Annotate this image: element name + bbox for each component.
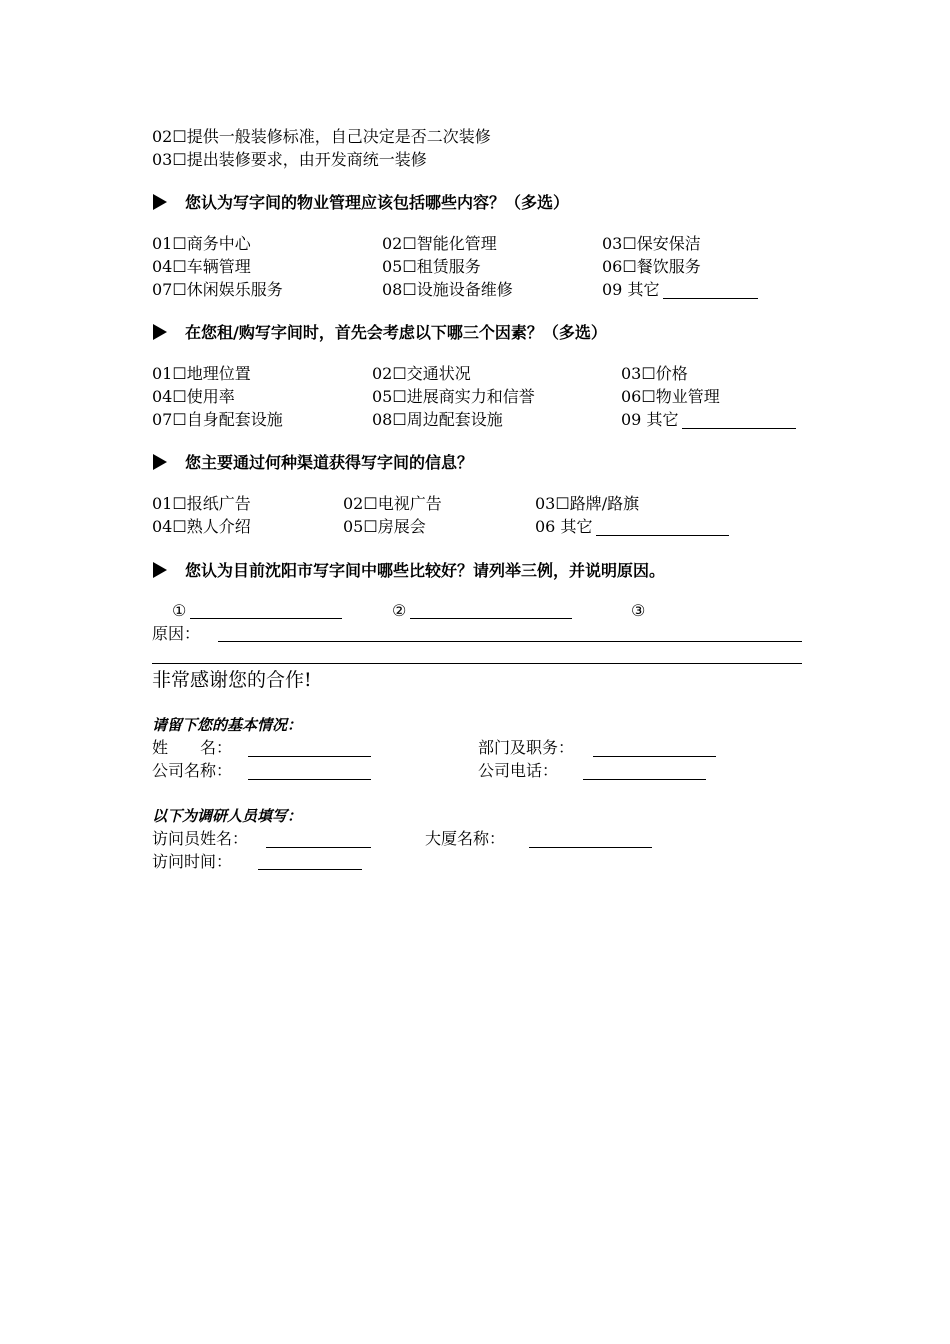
checkbox-option[interactable]: 06☐餐饮服务 — [602, 257, 701, 276]
surveyor-heading: 以下为调研人员填写： — [152, 807, 303, 825]
question-title: 您主要通过何种渠道获得写字间的信息？ — [185, 453, 474, 472]
thanks-text: 非常感谢您的合作! — [152, 669, 312, 691]
dept-label: 部门及职务： — [478, 738, 575, 757]
checkbox-option[interactable]: 01☐商务中心 — [152, 234, 251, 253]
other-fill-line[interactable] — [682, 428, 796, 429]
reason-line[interactable] — [218, 641, 802, 642]
interviewer-field[interactable] — [266, 847, 371, 848]
checkbox-option[interactable]: 05☐租赁服务 — [382, 257, 481, 276]
option-line: 02☐提供一般装修标准，自己决定是否二次装修 — [152, 127, 491, 146]
checkbox-option[interactable]: 08☐设施设备维修 — [382, 280, 513, 299]
dept-field[interactable] — [593, 756, 716, 757]
name-field[interactable] — [248, 756, 371, 757]
building-label: 大厦名称： — [425, 829, 506, 848]
time-field[interactable] — [258, 869, 362, 870]
arrow-bullet-icon — [153, 562, 167, 578]
checkbox-option[interactable]: 04☐车辆管理 — [152, 257, 251, 276]
question-title: 您认为目前沈阳市写字间中哪些比较好？请列举三例，并说明原因。 — [185, 561, 666, 580]
other-option-label: 09 其它 — [602, 280, 660, 299]
answer-line-1[interactable] — [190, 618, 342, 619]
other-fill-line[interactable] — [663, 298, 758, 299]
checkbox-option[interactable]: 08☐周边配套设施 — [372, 410, 503, 429]
phone-label: 公司电话： — [478, 761, 559, 780]
arrow-bullet-icon — [153, 194, 167, 210]
checkbox-option[interactable]: 01☐报纸广告 — [152, 494, 251, 513]
name-label: 姓 名： — [152, 738, 233, 757]
arrow-bullet-icon — [153, 324, 167, 340]
company-field[interactable] — [248, 779, 371, 780]
question-title: 在您租/购写字间时，首先会考虑以下哪三个因素？（多选） — [185, 323, 607, 342]
reason-line-2[interactable] — [152, 663, 802, 664]
basic-info-heading: 请留下您的基本情况： — [152, 716, 303, 734]
interviewer-label: 访问员姓名： — [152, 829, 249, 848]
checkbox-option[interactable]: 03☐保安保洁 — [602, 234, 701, 253]
answer-mark-1: ① — [172, 601, 187, 620]
other-option-label: 06 其它 — [535, 517, 593, 536]
checkbox-option[interactable]: 05☐进展商实力和信誉 — [372, 387, 535, 406]
answer-mark-3: ③ — [631, 601, 646, 620]
checkbox-option[interactable]: 03☐价格 — [621, 364, 688, 383]
company-label: 公司名称： — [152, 761, 233, 780]
other-option-label: 09 其它 — [621, 410, 679, 429]
checkbox-option[interactable]: 04☐熟人介绍 — [152, 517, 251, 536]
answer-mark-2: ② — [392, 601, 407, 620]
answer-line-2[interactable] — [410, 618, 572, 619]
time-label: 访问时间： — [152, 852, 233, 871]
checkbox-option[interactable]: 05☐房展会 — [343, 517, 426, 536]
arrow-bullet-icon — [153, 454, 167, 470]
question-title: 您认为写字间的物业管理应该包括哪些内容？（多选） — [185, 193, 570, 212]
checkbox-option[interactable]: 07☐自身配套设施 — [152, 410, 283, 429]
phone-field[interactable] — [583, 779, 706, 780]
building-field[interactable] — [529, 847, 652, 848]
option-line: 03☐提出装修要求，由开发商统一装修 — [152, 150, 427, 169]
checkbox-option[interactable]: 04☐使用率 — [152, 387, 235, 406]
checkbox-option[interactable]: 02☐智能化管理 — [382, 234, 497, 253]
checkbox-option[interactable]: 03☐路牌/路旗 — [535, 494, 640, 513]
checkbox-option[interactable]: 02☐交通状况 — [372, 364, 471, 383]
checkbox-option[interactable]: 01☐地理位置 — [152, 364, 251, 383]
reason-label: 原因： — [152, 624, 201, 643]
checkbox-option[interactable]: 07☐休闲娱乐服务 — [152, 280, 283, 299]
checkbox-option[interactable]: 06☐物业管理 — [621, 387, 720, 406]
other-fill-line[interactable] — [596, 535, 729, 536]
checkbox-option[interactable]: 02☐电视广告 — [343, 494, 442, 513]
